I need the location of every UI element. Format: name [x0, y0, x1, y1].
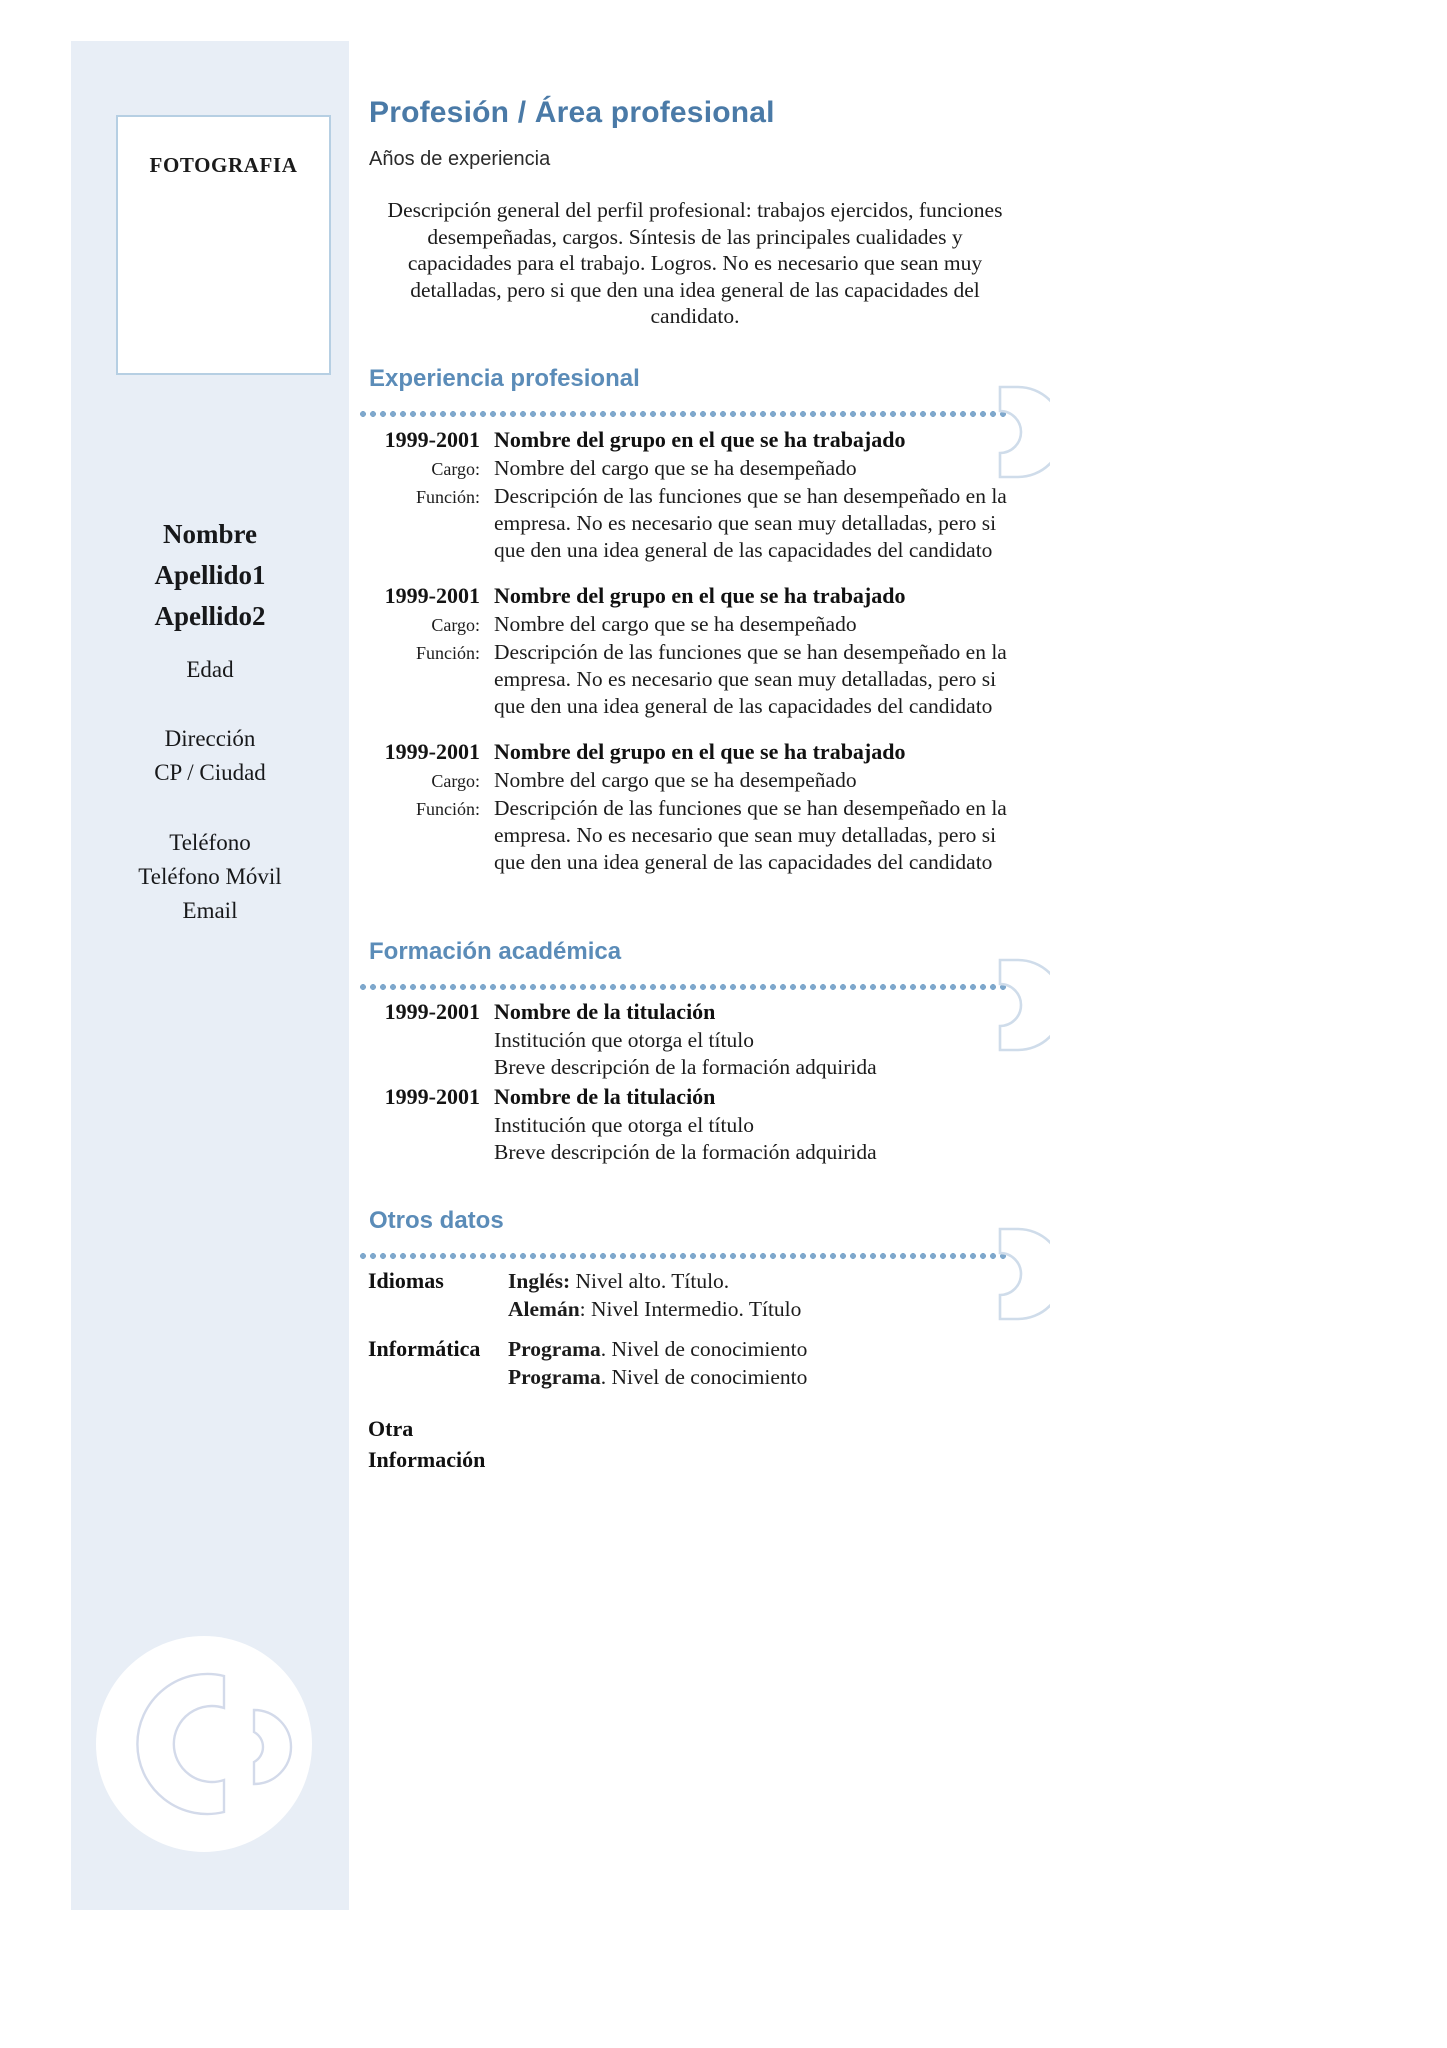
- entry-years: 1999-2001: [384, 739, 480, 764]
- edu-years: 1999-2001: [384, 1084, 480, 1109]
- cd-circle-logo-icon: [94, 1634, 314, 1854]
- divider-dotted-experience: [358, 411, 1006, 417]
- entry-cargo-row: [368, 455, 1008, 483]
- edu-institution: Institución que otorga el título: [494, 1113, 754, 1137]
- entry-years: 1999-2001: [384, 583, 480, 608]
- email-line: Email: [182, 898, 238, 923]
- experience-list: [368, 424, 1008, 876]
- label-funcion: Función:: [415, 643, 480, 663]
- label-funcion: Función:: [415, 799, 480, 819]
- profile-description: Descripción general del perfil profesional: trabajos ejercidos, funciones desempeñadas, cargos. Síntesis de las principales cualidades y capacidades para el trabajo. Logros. No es necesario que sean muy detalladas, pero si que den una idea general de las capacidades del candidato.: [387, 198, 1003, 328]
- name-line-2: Apellido1: [154, 560, 266, 590]
- entry-cargo-row: [368, 767, 1008, 795]
- entry-funcion-value: Descripción de las funciones que se han desempeñado en la empresa. No es necesario que sean muy detalladas, pero si que den una idea general de las capacidades del candidato: [494, 796, 1007, 874]
- address-line-2: CP / Ciudad: [154, 760, 266, 785]
- program-name: Programa: [508, 1365, 601, 1389]
- computing-block: [368, 1333, 1008, 1391]
- address-line-1: Dirección: [164, 726, 256, 751]
- language-name: Inglés:: [508, 1269, 571, 1293]
- experience-entry: [368, 424, 1008, 564]
- entry-cargo-value: Nombre del cargo que se ha desempeñado: [494, 456, 857, 480]
- computing-item: [508, 1364, 1008, 1391]
- label-cargo: Cargo:: [431, 771, 480, 791]
- mobile-line: Teléfono Móvil: [138, 864, 282, 889]
- edu-description-row: [368, 1139, 1008, 1166]
- age-value: Edad: [186, 657, 234, 682]
- program-level: . Nivel de conocimiento: [600, 1337, 808, 1361]
- entry-cargo-value: Nombre del cargo que se ha desempeñado: [494, 768, 857, 792]
- computing-label: Informática: [368, 1336, 481, 1361]
- edu-institution-row: [368, 1112, 1008, 1139]
- education-list: [368, 996, 1008, 1166]
- edu-years-row: [368, 1081, 1008, 1112]
- computing-row-1: [368, 1333, 1008, 1364]
- extra-info-row: [368, 1413, 1008, 1475]
- page-title: Profesión / Área profesional: [369, 96, 775, 129]
- sidebar: [71, 41, 349, 1910]
- language-name: Alemán: [508, 1297, 580, 1321]
- edu-institution: Institución que otorga el título: [494, 1028, 754, 1052]
- block-spacer: [368, 1391, 1008, 1413]
- entry-group-name: Nombre del grupo en el que se ha trabajado: [494, 739, 906, 764]
- entry-years-row: [368, 424, 1008, 455]
- experience-entry: [368, 736, 1008, 876]
- languages-label: Idiomas: [368, 1268, 444, 1293]
- label-funcion: Función:: [415, 487, 480, 507]
- section-heading-education: Formación académica: [369, 938, 622, 965]
- photo-placeholder-label: FOTOGRAFIA: [149, 153, 298, 177]
- divider-dotted-other: [358, 1253, 1006, 1259]
- entry-group-name: Nombre del grupo en el que se ha trabajado: [494, 427, 906, 452]
- other-data-list: [368, 1265, 1008, 1475]
- photo-placeholder-box[interactable]: [116, 115, 331, 375]
- languages-block: [368, 1265, 1008, 1323]
- divider-dotted-education: [358, 984, 1006, 990]
- entry-funcion-row: [368, 483, 1008, 564]
- edu-degree: Nombre de la titulación: [494, 999, 716, 1024]
- block-spacer: [368, 1323, 1008, 1333]
- main-content: [368, 0, 1398, 2048]
- program-name: Programa: [508, 1337, 601, 1361]
- entry-funcion-row: [368, 795, 1008, 876]
- edu-years-row: [368, 996, 1008, 1027]
- entry-funcion-row: [368, 639, 1008, 720]
- edu-years: 1999-2001: [384, 999, 480, 1024]
- label-cargo: Cargo:: [431, 615, 480, 635]
- entry-funcion-value: Descripción de las funciones que se han desempeñado en la empresa. No es necesario que sean muy detalladas, pero si que den una idea general de las capacidades del candidato: [494, 640, 1007, 718]
- name-line-3: Apellido2: [154, 601, 266, 631]
- language-level: : Nivel Intermedio. Título: [579, 1297, 802, 1321]
- edu-degree: Nombre de la titulación: [494, 1084, 716, 1109]
- candidate-address: [71, 722, 349, 790]
- edu-institution-row: [368, 1027, 1008, 1054]
- language-item: [508, 1296, 1008, 1323]
- computing-row-2: [368, 1364, 1008, 1391]
- entry-funcion-value: Descripción de las funciones que se han desempeñado en la empresa. No es necesario que sean muy detalladas, pero si que den una idea general de las capacidades del candidato: [494, 484, 1007, 562]
- label-cargo: Cargo:: [431, 459, 480, 479]
- candidate-contact: [71, 826, 349, 928]
- experience-entry: [368, 580, 1008, 720]
- phone-line: Teléfono: [169, 830, 251, 855]
- education-entry: [368, 1081, 1008, 1166]
- edu-description: Breve descripción de la formación adquirida: [494, 1055, 877, 1079]
- entry-years-row: [368, 736, 1008, 767]
- entry-cargo-value: Nombre del cargo que se ha desempeñado: [494, 612, 857, 636]
- extra-info-label: Otra Información: [368, 1416, 486, 1472]
- computing-item: [508, 1336, 1008, 1363]
- entry-spacer: [368, 720, 1008, 736]
- language-item: [508, 1268, 1008, 1295]
- language-level: Nivel alto. Título.: [570, 1269, 730, 1293]
- entry-years: 1999-2001: [384, 427, 480, 452]
- edu-description: Breve descripción de la formación adquirida: [494, 1140, 877, 1164]
- languages-row-2: [368, 1296, 1008, 1323]
- entry-group-name: Nombre del grupo en el que se ha trabajado: [494, 583, 906, 608]
- section-heading-other: Otros datos: [369, 1207, 504, 1234]
- candidate-name: [71, 514, 349, 637]
- education-entry: [368, 996, 1008, 1081]
- entry-cargo-row: [368, 611, 1008, 639]
- name-line-1: Nombre: [163, 519, 257, 549]
- languages-row-1: [368, 1265, 1008, 1296]
- program-level: . Nivel de conocimiento: [600, 1365, 808, 1389]
- entry-spacer: [368, 564, 1008, 580]
- entry-years-row: [368, 580, 1008, 611]
- section-heading-experience: Experiencia profesional: [369, 365, 640, 392]
- years-of-experience: Años de experiencia: [369, 148, 551, 170]
- candidate-age: [71, 653, 349, 687]
- edu-description-row: [368, 1054, 1008, 1081]
